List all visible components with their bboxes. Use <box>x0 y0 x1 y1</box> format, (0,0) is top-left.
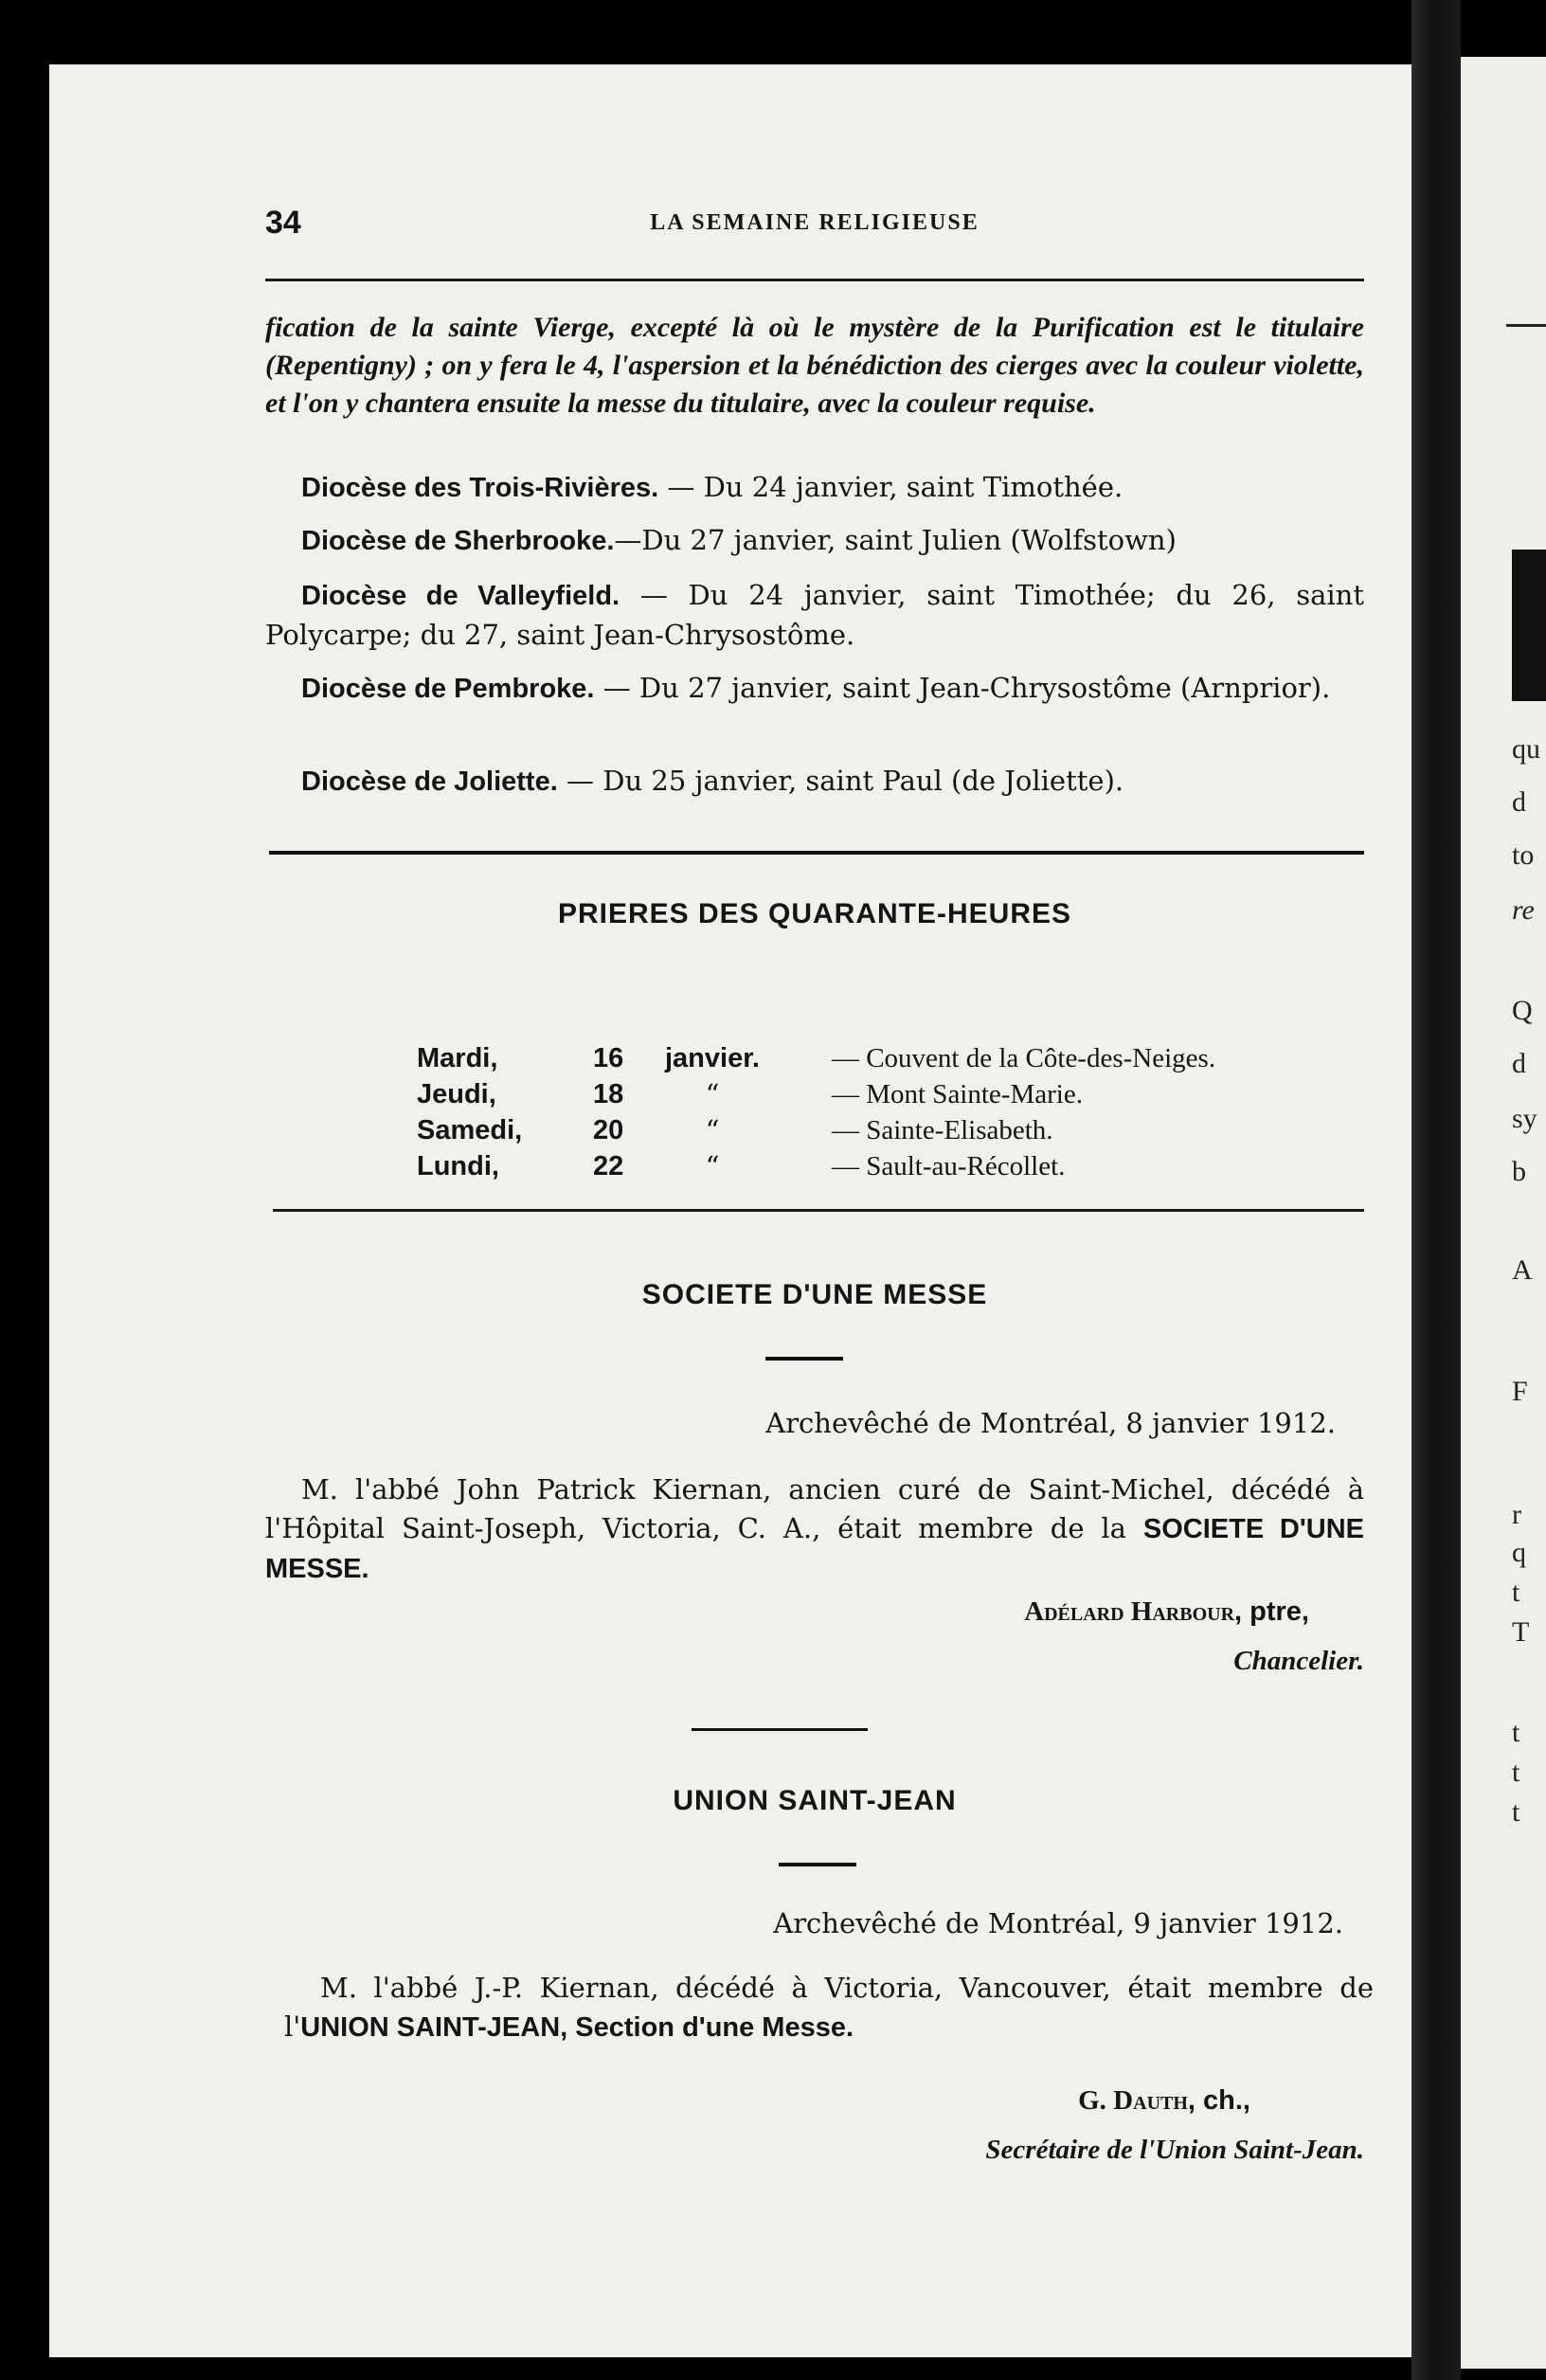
signature-role: Chancelier. <box>1233 1646 1364 1676</box>
book-gutter <box>1411 0 1461 2380</box>
signature-role: Secrétaire de l'Union Saint-Jean. <box>985 2135 1364 2165</box>
page-number: 34 <box>265 205 301 241</box>
table-row <box>417 1112 1215 1148</box>
union-signature-role <box>265 2130 1364 2169</box>
societe-signature <box>265 1592 1364 1631</box>
facing-page-fragment: r <box>1512 1499 1521 1530</box>
page-sheet <box>49 64 1453 2357</box>
diocese-valleyfield <box>265 576 1364 655</box>
schedule-date: 18 <box>593 1079 624 1109</box>
signature-suffix: , ptre, <box>1234 1596 1309 1627</box>
facing-page-fragment: re <box>1512 894 1535 926</box>
diocese-name: Diocèse des Trois-Rivières. <box>301 473 659 503</box>
separator-rule <box>692 1728 868 1731</box>
facing-page-fragment: t <box>1512 1796 1520 1828</box>
diocese-text: —Du 27 janvier, saint Julien (Wolfstown) <box>614 524 1177 556</box>
facing-page-fragment: A <box>1512 1254 1533 1286</box>
schedule-day: Jeudi, <box>417 1079 496 1109</box>
schedule-place: — Mont Sainte-Marie. <box>831 1079 1083 1109</box>
societe-title: SOCIETE D'UNE MESSE <box>641 1279 988 1310</box>
diocese-text: — Du 27 janvier, saint Jean-Chrysostôme (Arnprior). <box>594 672 1331 704</box>
facing-page-rule <box>1506 324 1546 327</box>
signature-name: G. Dauth <box>1078 2085 1188 2116</box>
schedule-day: Mardi, <box>417 1043 498 1073</box>
schedule-day: Lundi, <box>417 1151 499 1181</box>
short-rule <box>765 1357 843 1361</box>
facing-page-fragment: d <box>1512 786 1526 818</box>
union-body-text: M. l'abbé J.-P. Kiernan, décédé à Victoria, Vancouver, était membre de l' <box>284 1972 1374 2043</box>
facing-page-fragment: T <box>1512 1616 1530 1648</box>
facing-page-fragment: sy <box>1512 1103 1537 1134</box>
signature-name: Adélard Harbour <box>1024 1596 1235 1627</box>
table-row <box>417 1040 1215 1076</box>
facing-page-edge <box>1461 57 1546 2369</box>
schedule-date: 22 <box>593 1151 624 1181</box>
diocese-name: Diocèse de Pembroke. <box>301 674 595 704</box>
union-signature <box>265 2081 1364 2119</box>
prieres-title: PRIERES DES QUARANTE-HEURES <box>557 898 1072 929</box>
schedule-ditto: “ <box>705 1078 720 1110</box>
societe-body-caps: SOCIETE D'UNE MESSE. <box>265 1514 1365 1584</box>
diocese-text: — Du 24 janvier, saint Timothée; du 26, saint Polycarpe; du 27, saint Jean-Chrysostôme. <box>265 579 1364 651</box>
facing-page-fragment: q <box>1512 1537 1526 1568</box>
union-title: UNION SAINT-JEAN <box>673 1785 957 1816</box>
diocese-name: Diocèse de Sherbrooke. <box>301 526 615 556</box>
schedule-month: janvier. <box>665 1043 760 1073</box>
diocese-name: Diocèse de Valleyfield. <box>301 581 620 611</box>
diocese-pembroke <box>265 669 1364 709</box>
facing-page-fragment: t <box>1512 1577 1520 1608</box>
facing-page-fragment: to <box>1512 839 1535 871</box>
union-dateline: Archevêché de Montréal, 9 janvier 1912. <box>773 1907 1343 1939</box>
header-rule <box>265 279 1364 281</box>
facing-page-fragment: qu <box>1512 733 1540 765</box>
schedule-place: — Couvent de la Côte-des-Neiges. <box>831 1043 1216 1073</box>
facing-page-fragment: t <box>1512 1757 1520 1788</box>
schedule-day: Samedi, <box>417 1115 523 1145</box>
societe-body-text: M. l'abbé John Patrick Kiernan, ancien curé de Saint-Michel, décédé à l'Hôpital Saint-Joseph, Victoria, C. A., était membre de la <box>265 1473 1364 1544</box>
table-row <box>417 1076 1215 1112</box>
union-body <box>284 1969 1374 2047</box>
section-rule <box>273 1209 1364 1212</box>
short-rule <box>779 1863 856 1866</box>
schedule-place: — Sainte-Elisabeth. <box>831 1115 1053 1145</box>
societe-body <box>265 1470 1364 1589</box>
societe-dateline: Archevêché de Montréal, 8 janvier 1912. <box>765 1407 1336 1439</box>
schedule-ditto: “ <box>705 1114 720 1146</box>
running-title: LA SEMAINE RELIGIEUSE <box>650 210 980 235</box>
signature-suffix: , ch., <box>1187 2085 1250 2116</box>
facing-page-dark-block <box>1512 550 1546 701</box>
section-rule <box>269 851 1364 855</box>
facing-page-fragment: F <box>1512 1376 1528 1407</box>
running-header <box>265 205 1364 252</box>
intro-paragraph: fication de la sainte Vierge, excepté là où le mystère de la Purification est le titulaire (Repentigny) ; on y fera le 4, l'aspersion et la bénédiction des cierges avec la couleur violette, et l'on y chantera ensuite la messe du titulaire, avec la couleur requise. <box>265 312 1364 419</box>
facing-page-fragment: b <box>1512 1156 1526 1187</box>
facing-page-fragment: t <box>1512 1717 1520 1748</box>
diocese-joliette <box>265 762 1364 802</box>
union-body-caps: UNION SAINT-JEAN, Section d'une Messe. <box>300 2012 854 2043</box>
diocese-trois-rivieres <box>265 468 1364 508</box>
facing-page-fragment: d <box>1512 1048 1526 1079</box>
diocese-text: — Du 24 janvier, saint Timothée. <box>658 471 1124 503</box>
schedule-date: 16 <box>593 1043 624 1073</box>
diocese-sherbrooke <box>265 521 1364 561</box>
schedule-place: — Sault-au-Récollet. <box>831 1151 1066 1181</box>
facing-page-fragment: Q <box>1512 995 1533 1026</box>
diocese-name: Diocèse de Joliette. <box>301 766 558 797</box>
societe-signature-role <box>265 1641 1364 1680</box>
page-content <box>49 64 1453 2357</box>
diocese-text: — Du 25 janvier, saint Paul (de Joliette). <box>557 765 1124 797</box>
prieres-schedule <box>417 1040 1215 1184</box>
table-row <box>417 1148 1215 1184</box>
schedule-ditto: “ <box>705 1150 720 1182</box>
schedule-date: 20 <box>593 1115 624 1145</box>
